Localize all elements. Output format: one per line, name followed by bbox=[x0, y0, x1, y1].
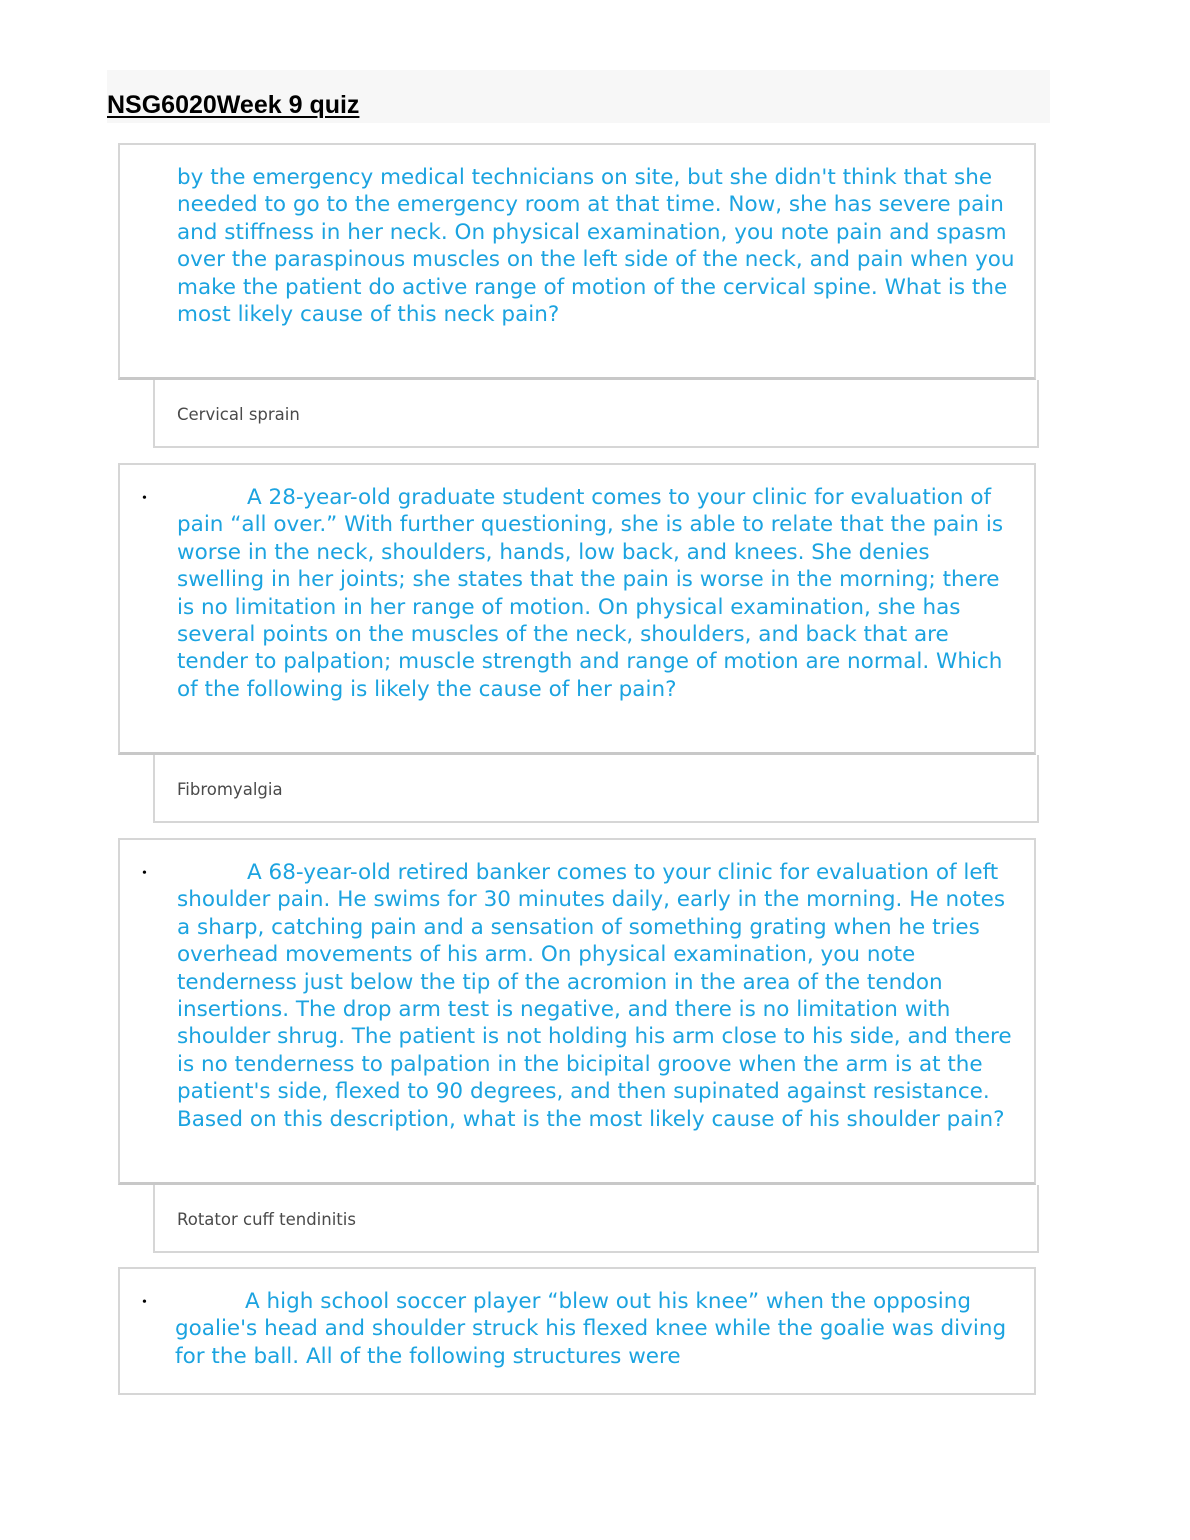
question-box bbox=[118, 1267, 1036, 1395]
question-text bbox=[175, 1288, 1020, 1370]
bullet: • bbox=[142, 491, 147, 506]
question-box bbox=[118, 463, 1036, 755]
bullet: • bbox=[142, 866, 147, 881]
question-box bbox=[118, 838, 1036, 1185]
answer-box bbox=[153, 1185, 1039, 1253]
bullet: • bbox=[142, 1295, 147, 1310]
answer-box bbox=[153, 755, 1039, 823]
question-text bbox=[177, 859, 1022, 1133]
answer-box bbox=[153, 380, 1039, 448]
question-body: A 68-year-old retired banker comes to your clinic for evaluation of left shoulder pain. He swims for 30 minutes daily, early in the morning. He notes a sharp, catching pain and a sensation of something grating when he tries overhead movements of his arm. On physical examination, you note tenderness just below the tip of the acromion in the area of the tendon insertions. The drop arm test is negative, and there is no limitation with shoulder shrug. The patient is not holding his arm close to his side, and there is no tenderness to palpation in the bicipital groove when the arm is at the patient's side, flexed to 90 degrees, and then supinated against resistance. Based on this description, what is the most likely cause of his shoulder pain? bbox=[177, 860, 1012, 1132]
answer-text: Rotator cuff tendinitis bbox=[177, 1210, 356, 1229]
page-title: NSG6020Week 9 quiz bbox=[107, 91, 360, 119]
answer-text: Fibromyalgia bbox=[177, 780, 283, 799]
question-text: by the emergency medical technicians on site, but she didn't think that she needed to go to the emergency room at that time. Now, she has severe pain and stiffness in her neck. On physical examination, you note pain and spasm over the paraspinous muscles on the left side of the neck, and pain when you make the patient do active range of motion of the cervical spine. What is the most likely cause of this neck pain? bbox=[177, 165, 1015, 328]
answer-text: Cervical sprain bbox=[177, 405, 300, 424]
question-body: A 28-year-old graduate student comes to your clinic for evaluation of pain “all over.” With further questioning, she is able to relate that the pain is worse in the neck, shoulders, hands, low back, and knees. She denies swelling in her joints; she states that the pain is worse in the morning; there is no limitation in her range of motion. On physical examination, she has several points on the muscles of the neck, shoulders, and back that are tender to palpation; muscle strength and range of motion are normal. Which of the following is likely the cause of her pain? bbox=[177, 485, 1004, 702]
question-box bbox=[118, 143, 1036, 380]
question-body: A high school soccer player “blew out his knee” when the opposing goalie's head and shoulder struck his flexed knee while the goalie was diving for the ball. All of the following structures were bbox=[175, 1289, 1007, 1369]
question-text bbox=[177, 484, 1022, 703]
